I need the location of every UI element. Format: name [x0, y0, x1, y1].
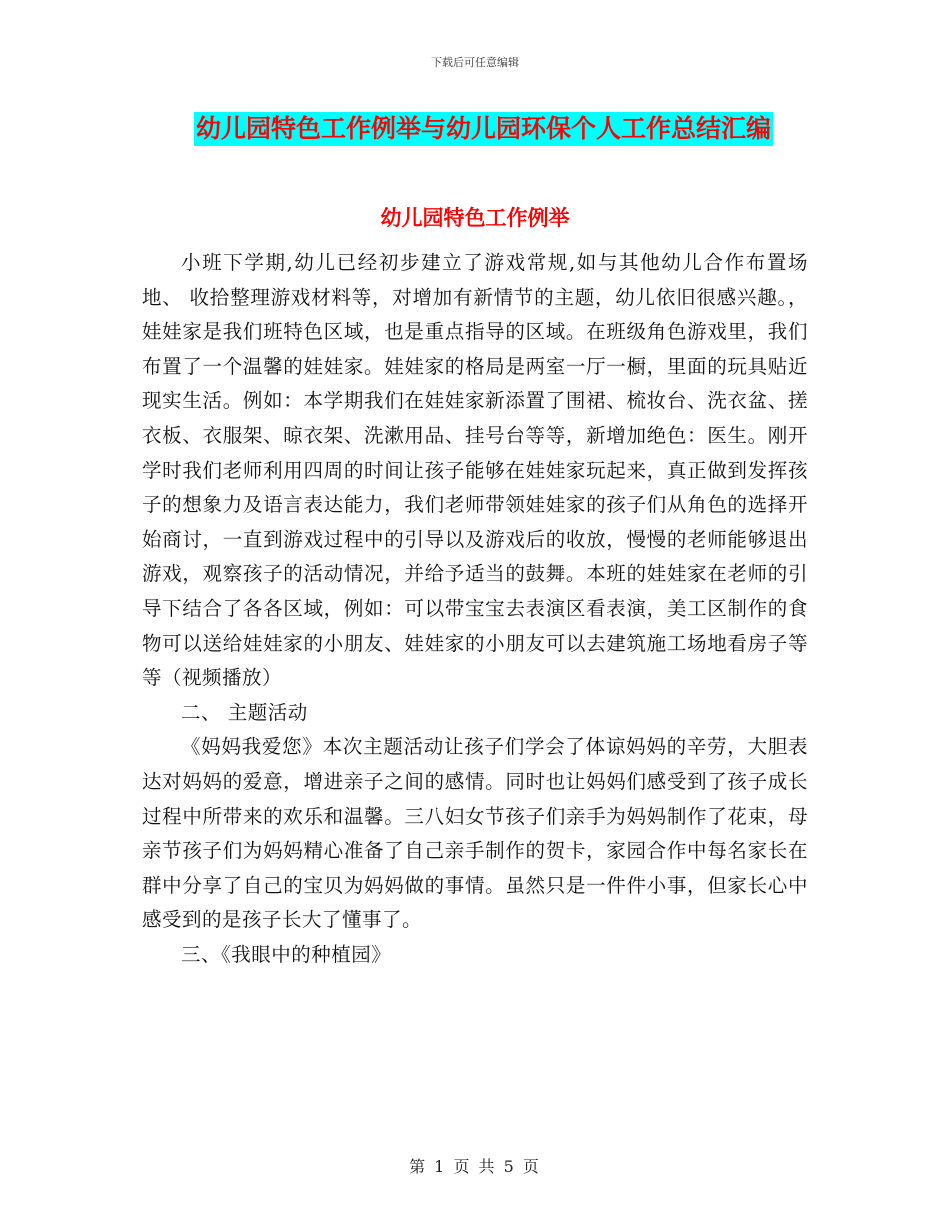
section-title: 幼儿园特色工作例举	[380, 206, 570, 230]
main-title: 幼儿园特色工作例举与幼儿园环保个人工作总结汇编	[194, 112, 773, 146]
paragraph-theme-activity: 《妈妈我爱您》本次主题活动让孩子们学会了体谅妈妈的辛劳，大胆表达对妈妈的爱意，增进亲子之间的感情。同时也让妈妈们感受到了孩子成长过程中所带来的欢乐和温馨。三八妇女节孩子们亲手为妈妈制作了花束，母亲节孩子们为妈妈精心准备了自己亲手制作的贺卡，家园合作中每名家长在群中分享了自己的宝贝为妈妈做的事情。虽然只是一件件小事，但家长心中感受到的是孩子长大了懂事了。	[142, 735, 808, 932]
page-header-note: 下载后可任意编辑	[431, 56, 519, 69]
document-body	[142, 246, 808, 972]
paragraph-intro: 小班下学期,幼儿已经初步建立了游戏常规,如与其他幼儿合作布置场地、 收拾整理游戏材料等，对增加有新情节的主题，幼儿依旧很感兴趣。，娃娃家是我们班特色区域，也是重点指导的区域。在班级角色游戏里，我们布置了一个温馨的娃娃家。娃娃家的格局是两室一厅一橱，里面的玩具贴近现实生活。例如：本学期我们在娃娃家新添置了围裙、梳妆台、洗衣盆、搓衣板、衣服架、晾衣架、洗漱用品、挂号台等等，新增加绝色：医生。刚开学时我们老师利用四周的时间让孩子能够在娃娃家玩起来，真正做到发挥孩子的想象力及语言表达能力，我们老师带领娃娃家的孩子们从角色的选择开始商讨，一直到游戏过程中的引导以及游戏后的收放，慢慢的老师能够退出游戏，观察孩子的活动情况，并给予适当的鼓舞。本班的娃娃家在老师的引导下结合了各各区域，例如：可以带宝宝去表演区看表演，美工区制作的食物可以送给娃娃家的小朋友、娃娃家的小朋友可以去建筑施工场地看房子等等（视频播放）	[142, 251, 808, 690]
heading-theme-activity: 二、 主题活动	[181, 700, 308, 724]
page-number: 第 1 页 共 5 页	[409, 1157, 541, 1176]
main-title-container	[194, 112, 814, 146]
heading-planting-garden: 三、《我眼中的种植园》	[181, 942, 392, 966]
